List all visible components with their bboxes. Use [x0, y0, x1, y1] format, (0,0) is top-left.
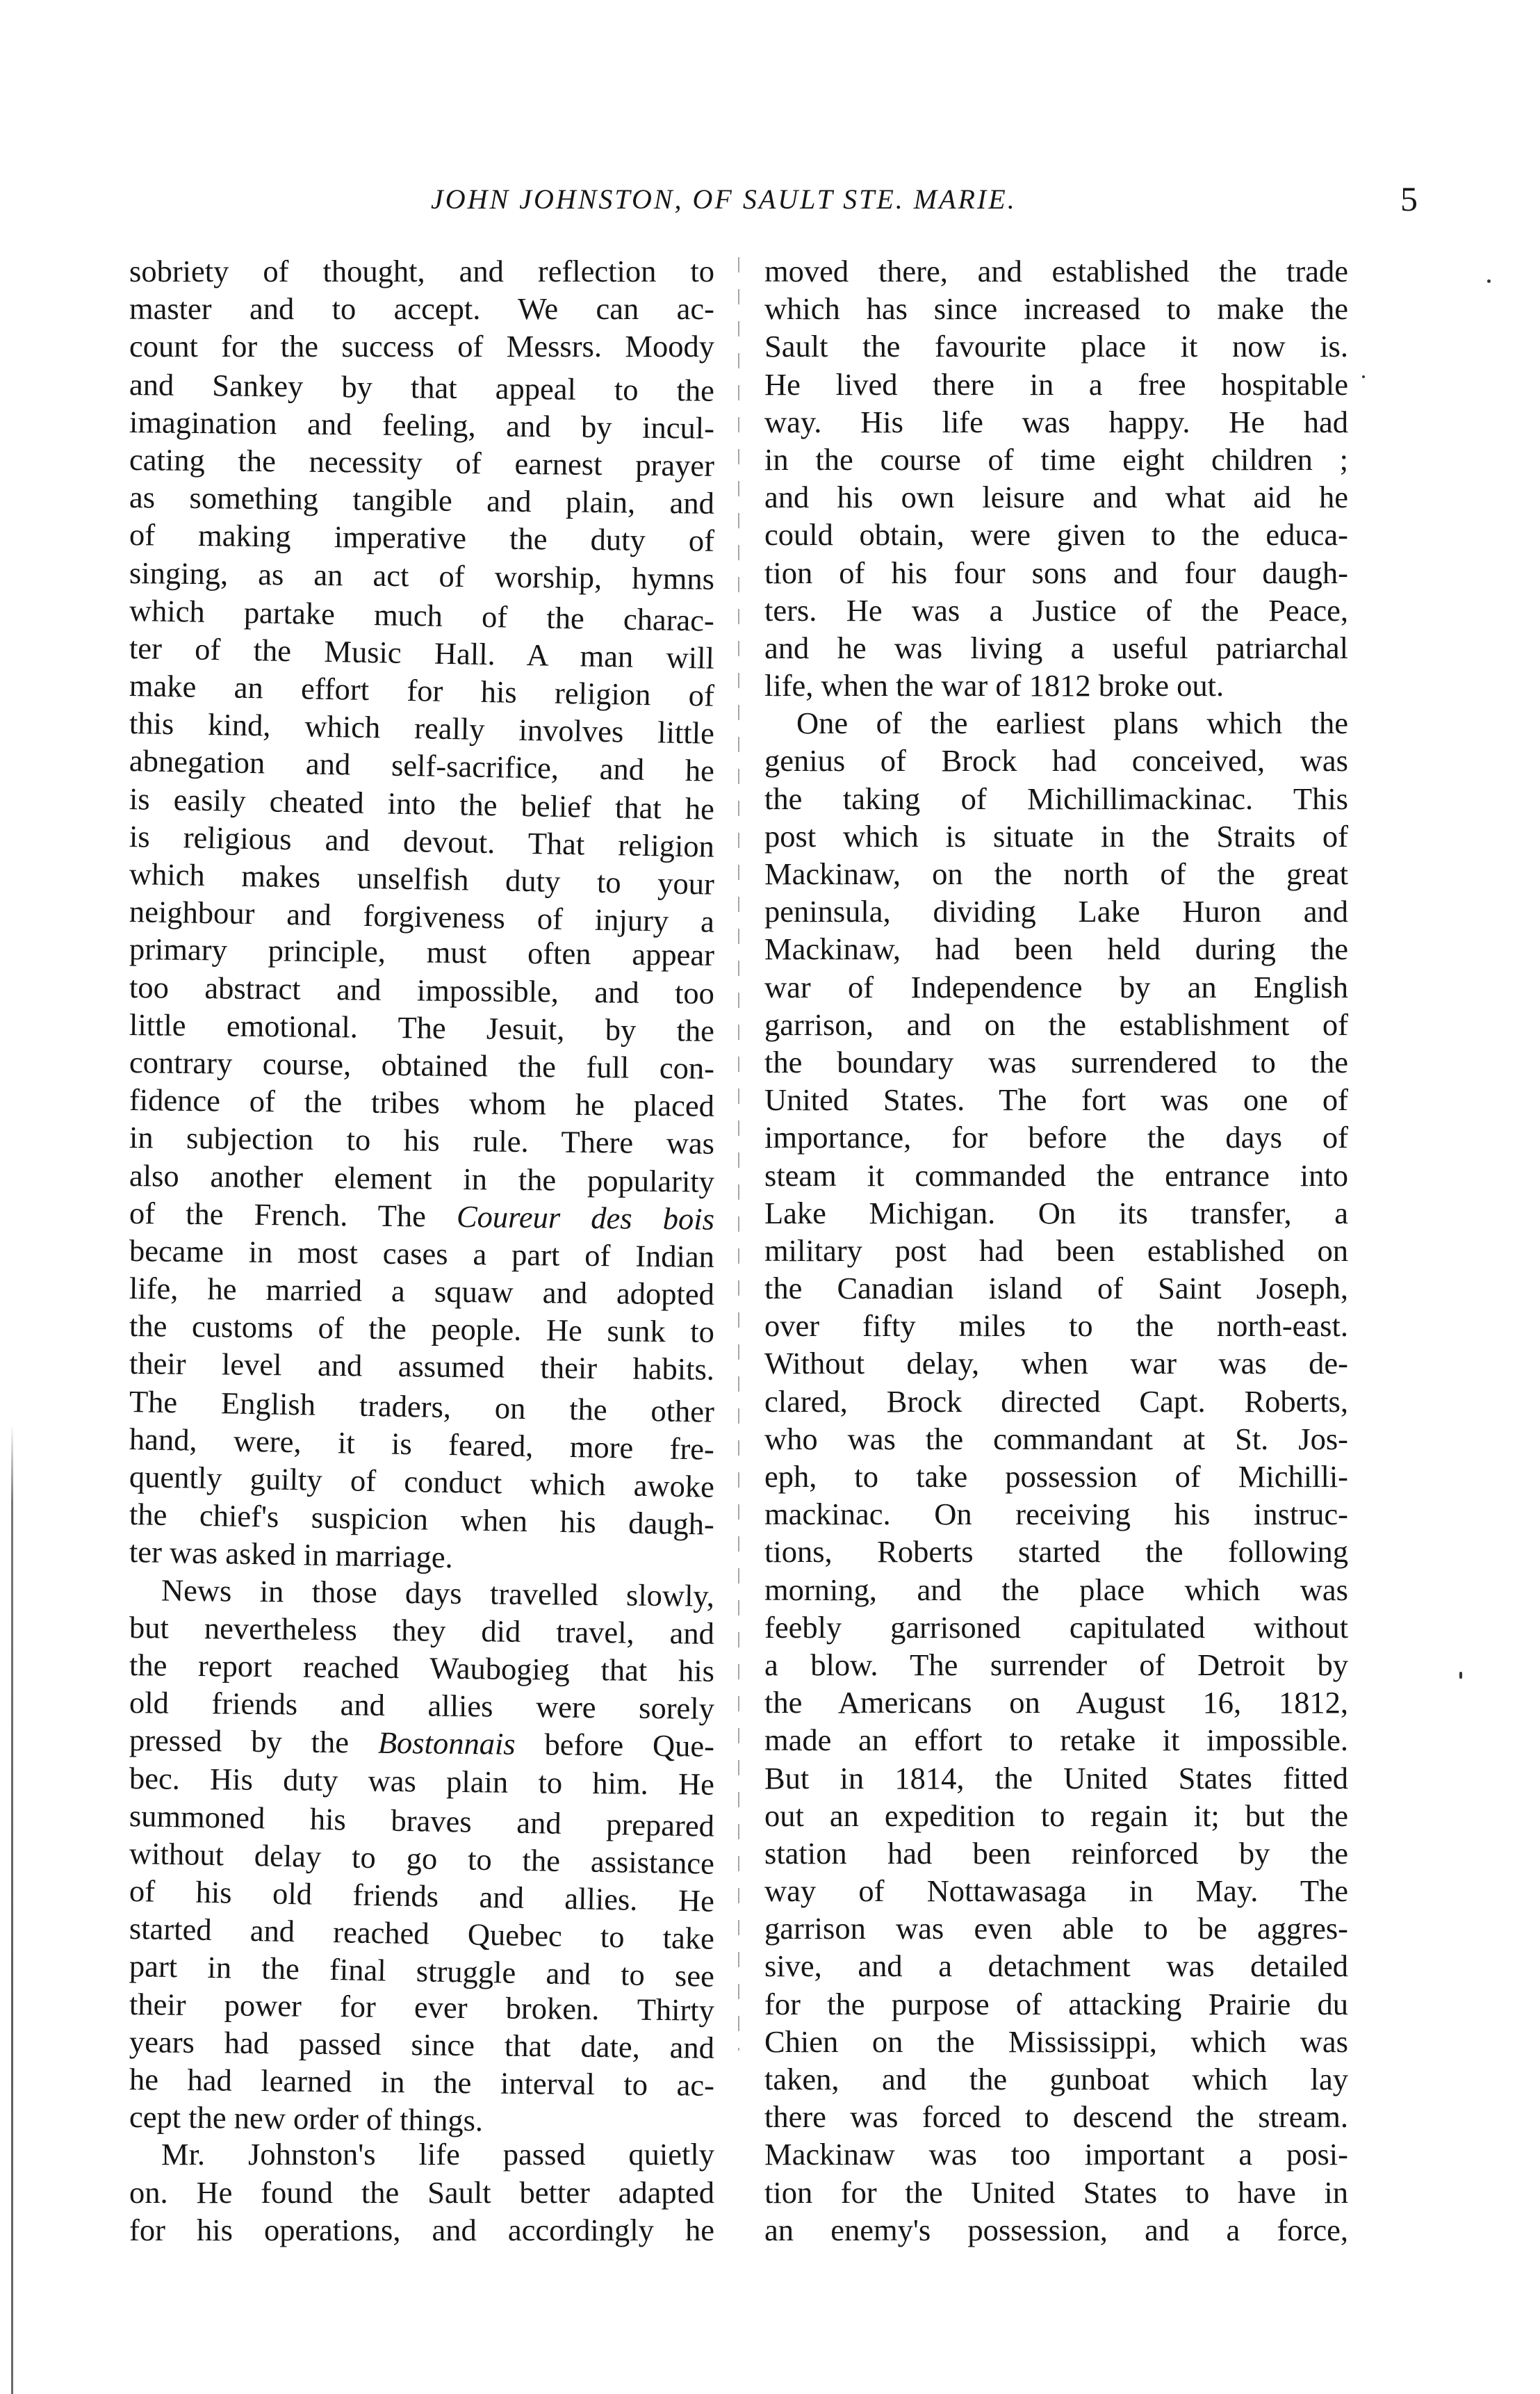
text-line: out an expedition to regain it; but the	[764, 1798, 1348, 1833]
text-line: hand, were, it is feared, more fre-	[129, 1421, 715, 1467]
text-line: an enemy's possession, and a force,	[764, 2212, 1348, 2247]
print-speck	[1362, 375, 1365, 378]
text-line: ter was asked in marriage.	[129, 1534, 454, 1575]
text-line: of his old friends and allies. He	[129, 1873, 715, 1919]
text-line: military post had been established on	[764, 1232, 1348, 1268]
text-line: and Sankey by that appeal to the	[129, 366, 715, 408]
text-line: tion for the United States to have in	[764, 2174, 1348, 2210]
text-line: on. He found the Sault better adapted	[129, 2174, 714, 2210]
text-line: master and to accept. We can ac-	[129, 291, 714, 327]
text-line: moved there, and established the trade	[764, 254, 1348, 288]
text-line: the report reached Waubogieg that his	[129, 1647, 715, 1688]
text-line: eph, to take possession of Michilli-	[764, 1459, 1348, 1494]
text-line: fidence of the tribes whom he placed	[129, 1082, 715, 1123]
text-line-with-italic	[129, 1194, 715, 1238]
text-segment: of the French. The	[129, 1195, 457, 1234]
text-line: who was the commandant at St. Jos-	[764, 1421, 1348, 1456]
text-line: years had passed since that date, and	[129, 2023, 715, 2065]
text-line: for the purpose of attacking Prairie du	[764, 1986, 1348, 2021]
print-speck	[1459, 1672, 1462, 1679]
text-line: tion of his four sons and four daugh-	[764, 555, 1348, 590]
paragraph-start: News in those days travelled slowly,	[161, 1572, 715, 1613]
text-line: bec. His duty was plain to him. He	[129, 1760, 715, 1802]
text-line: Lake Michigan. On its transfer, a	[764, 1195, 1348, 1230]
text-line: without delay to go to the assistance	[129, 1835, 715, 1881]
text-line: Mackinaw, had been held during the	[764, 931, 1348, 967]
text-segment: before Que-	[515, 1727, 715, 1764]
text-line: make an effort for his religion of	[129, 668, 715, 713]
text-line: which has since increased to make the	[764, 291, 1348, 327]
text-line: way of Nottawasaga in May. The	[764, 1873, 1348, 1909]
text-line: too abstract and impossible, and too	[129, 969, 715, 1011]
text-line: old friends and allies were sorely	[129, 1685, 715, 1726]
text-line: is easily cheated into the belief that he	[129, 781, 715, 826]
text-line: their power for ever broken. Thirty	[129, 1986, 715, 2028]
text-line: also another element in the popularity	[129, 1157, 715, 1199]
text-line: count for the success of Messrs. Moody	[129, 329, 714, 364]
paragraph-start: One of the earliest plans which the	[796, 706, 1348, 741]
text-line: post which is situate in the Straits of	[764, 818, 1348, 854]
paragraph-start: Mr. Johnston's life passed quietly	[161, 2137, 714, 2172]
text-line: sobriety of thought, and reflection to	[129, 254, 714, 288]
text-line-with-italic	[129, 1721, 715, 1765]
text-line: singing, as an act of worship, hymns	[129, 555, 715, 596]
text-line: this kind, which really involves little	[129, 706, 715, 751]
text-line: for his operations, and accordingly he	[129, 2212, 714, 2247]
italic-phrase: Coureur des bois	[456, 1198, 715, 1237]
text-line: summoned his braves and prepared	[129, 1798, 715, 1843]
text-line: and he was living a useful patriarchal	[764, 630, 1348, 665]
text-line: the Canadian island of Saint Joseph,	[764, 1271, 1348, 1306]
text-line: as something tangible and plain, and	[129, 480, 715, 521]
text-line: Chien on the Mississippi, which was	[764, 2023, 1348, 2059]
text-line: primary principle, must often appear	[129, 931, 715, 973]
text-line: life, when the war of 1812 broke out.	[764, 668, 1224, 703]
text-line: garrison was even able to be aggres-	[764, 1911, 1348, 1946]
page-number: 5	[1400, 179, 1418, 218]
text-line: little emotional. The Jesuit, by the	[129, 1007, 715, 1048]
text-line: neighbour and forgiveness of injury a	[129, 894, 715, 939]
text-line: is religious and devout. That religion	[129, 818, 715, 864]
text-line: Without delay, when war was de-	[764, 1346, 1348, 1381]
print-speck	[1487, 279, 1491, 283]
text-line: clared, Brock directed Capt. Roberts,	[764, 1383, 1348, 1419]
text-line: the Americans on August 16, 1812,	[764, 1685, 1348, 1720]
column-rule	[738, 257, 739, 2051]
text-line: ters. He was a Justice of the Peace,	[764, 592, 1348, 628]
text-line: the boundary was surrendered to the	[764, 1044, 1348, 1080]
text-line: the customs of the people. He sunk to	[129, 1308, 715, 1350]
text-line: ter of the Music Hall. A man will	[129, 630, 715, 676]
text-line: way. His life was happy. He had	[764, 404, 1348, 439]
text-line: mackinac. On receiving his instruc-	[764, 1497, 1348, 1532]
text-line: life, he married a squaw and adopted	[129, 1271, 715, 1312]
italic-phrase: Bostonnais	[377, 1725, 516, 1762]
text-line: but nevertheless they did travel, and	[129, 1609, 715, 1651]
text-line: United States. The fort was one of	[764, 1082, 1348, 1118]
text-line: in subjection to his rule. There was	[129, 1120, 715, 1162]
text-line: contrary course, obtained the full con-	[129, 1044, 715, 1086]
text-line: cept the new order of things.	[129, 2099, 484, 2138]
left-column	[129, 252, 714, 2249]
text-line: war of Independence by an English	[764, 969, 1348, 1004]
text-line: genius of Brock had conceived, was	[764, 743, 1348, 779]
text-line: tions, Roberts started the following	[764, 1534, 1348, 1570]
text-line: steam it commanded the entrance into	[764, 1157, 1348, 1193]
text-line: But in 1814, the United States fitted	[764, 1760, 1348, 1795]
text-line: which makes unselfish duty to your	[129, 856, 715, 902]
text-line: peninsula, dividing Lake Huron and	[764, 894, 1348, 929]
text-line: The English traders, on the other	[129, 1383, 715, 1429]
text-line: garrison, and on the establishment of	[764, 1007, 1348, 1042]
text-line: abnegation and self-sacrifice, and he	[129, 743, 715, 789]
text-line: their level and assumed their habits.	[129, 1346, 715, 1387]
text-line: started and reached Quebec to take	[129, 1911, 715, 1956]
text-line: of making imperative the duty of	[129, 517, 715, 559]
text-segment: pressed by the	[129, 1723, 379, 1761]
text-line: the chief's suspicion when his daugh-	[129, 1497, 715, 1542]
text-line: he had learned in the interval to ac-	[129, 2062, 715, 2103]
text-line: part in the final struggle and to see	[129, 1948, 715, 1994]
text-line: became in most cases a part of Indian	[129, 1232, 715, 1274]
text-line: could obtain, were given to the educa-	[764, 517, 1348, 553]
running-head	[125, 179, 1425, 224]
text-line: taken, and the gunboat which lay	[764, 2062, 1348, 2096]
right-column	[764, 252, 1348, 2249]
text-line: station had been reinforced by the	[764, 1835, 1348, 1871]
text-line: quently guilty of conduct which awoke	[129, 1459, 715, 1504]
text-line: sive, and a detachment was detailed	[764, 1948, 1348, 1984]
text-line: in the course of time eight children ;	[764, 441, 1348, 477]
text-line: the taking of Michillimackinac. This	[764, 781, 1348, 816]
text-line: over fifty miles to the north-east.	[764, 1308, 1348, 1344]
text-line: Mackinaw, on the north of the great	[764, 856, 1348, 891]
text-line: Mackinaw was too important a posi-	[764, 2137, 1348, 2172]
text-line: He lived there in a free hospitable	[764, 366, 1348, 402]
binding-edge	[11, 1425, 13, 2394]
text-line: a blow. The surrender of Detroit by	[764, 1647, 1348, 1682]
text-line: importance, for before the days of	[764, 1120, 1348, 1155]
text-line: Sault the favourite place it now is.	[764, 329, 1348, 364]
text-line: which partake much of the charac-	[129, 592, 715, 638]
text-line: there was forced to descend the stream.	[764, 2099, 1348, 2135]
text-line: cating the necessity of earnest prayer	[129, 441, 715, 483]
text-line: imagination and feeling, and by incul-	[129, 404, 715, 446]
running-title: JOHN JOHNSTON, OF SAULT STE. MARIE.	[431, 184, 1017, 215]
text-line: morning, and the place which was	[764, 1572, 1348, 1607]
text-line: and his own leisure and what aid he	[764, 480, 1348, 515]
text-line: made an effort to retake it impossible.	[764, 1723, 1348, 1758]
text-line: feebly garrisoned capitulated without	[764, 1609, 1348, 1645]
